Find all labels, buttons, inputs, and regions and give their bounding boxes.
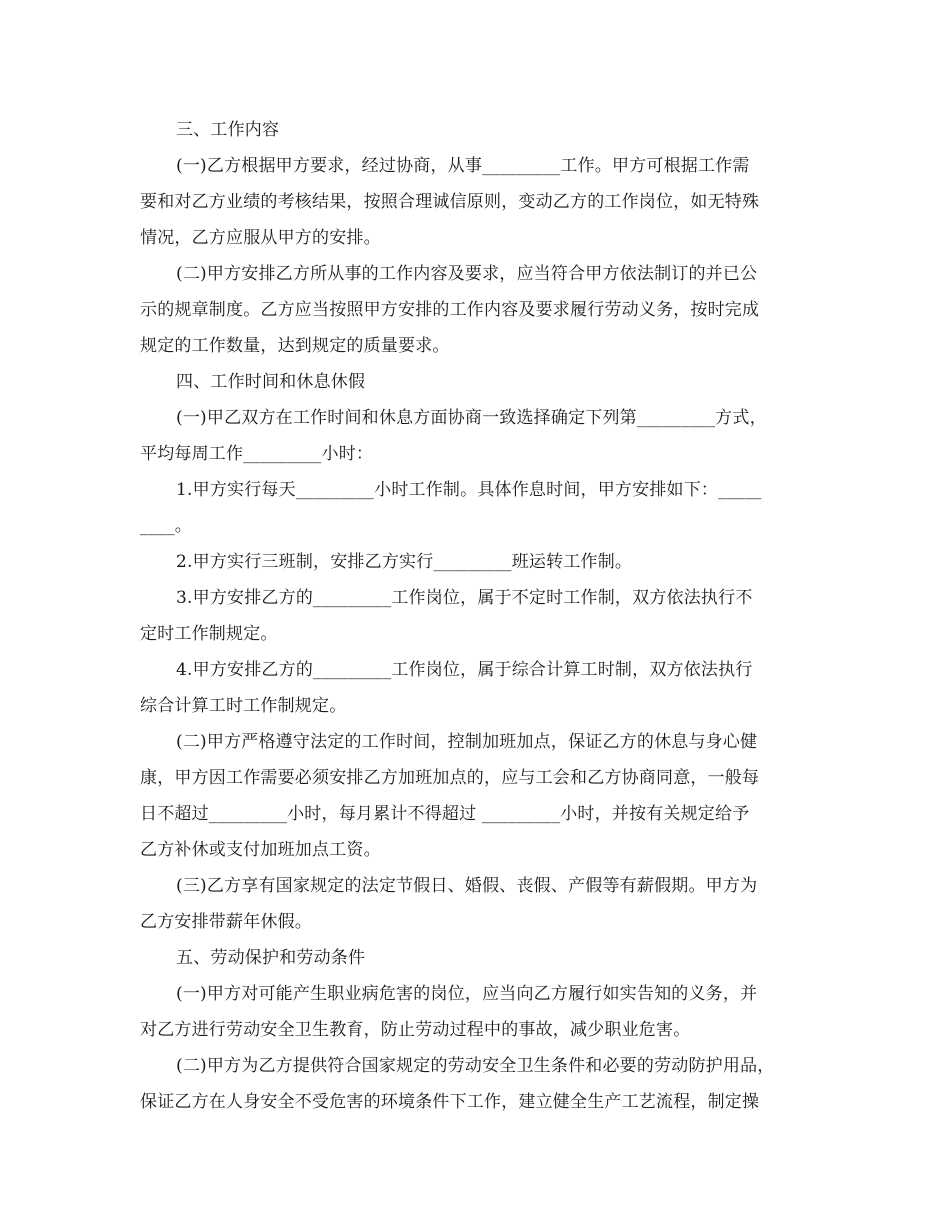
paragraph-line: (一)甲乙双方在工作时间和休息方面协商一致选择确定下列第_________方式， — [176, 408, 767, 428]
section-heading: 四、工作时间和休息休假 — [176, 372, 366, 392]
paragraph-line: (二)甲方安排乙方所从事的工作内容及要求，应当符合甲方依法制订的并已公 — [176, 264, 758, 284]
paragraph-line: 示的规章制度。乙方应当按照甲方安排的工作内容及要求履行劳动义务，按时完成 — [140, 300, 760, 320]
paragraph-line: 定时工作制规定。 — [140, 624, 278, 644]
paragraph-line: 对乙方进行劳动安全卫生教育，防止劳动过程中的事故，减少职业危害。 — [140, 1020, 691, 1040]
paragraph-line: (二)甲方为乙方提供符合国家规定的劳动安全卫生条件和必要的劳动防护用品， — [176, 1056, 775, 1076]
paragraph-line: 日不超过_________小时，每月累计不得超过 _________小时，并按有关规定给予 — [140, 804, 750, 824]
paragraph-line: 康，甲方因工作需要必须安排乙方加班加点的，应与工会和乙方协商同意，一般每 — [140, 768, 760, 788]
paragraph-line: 4.甲方安排乙方的_________工作岗位，属于综合计算工时制，双方依法执行 — [176, 660, 753, 680]
paragraph-line: 规定的工作数量，达到规定的质量要求。 — [140, 336, 450, 356]
paragraph-line: (一)甲方对可能产生职业病危害的岗位，应当向乙方履行如实告知的义务，并 — [176, 984, 758, 1004]
paragraph-line: 综合计算工时工作制规定。 — [140, 696, 347, 716]
paragraph-line: 2.甲方实行三班制，安排乙方实行_________班运转工作制。 — [176, 552, 633, 572]
paragraph-line: 平均每周工作_________小时： — [140, 444, 374, 464]
paragraph-line: (二)甲方严格遵守法定的工作时间，控制加班加点，保证乙方的休息与身心健 — [176, 732, 758, 752]
section-heading: 五、劳动保护和劳动条件 — [176, 948, 366, 968]
paragraph-line: 3.甲方安排乙方的_________工作岗位，属于不定时工作制，双方依法执行不 — [176, 588, 753, 608]
paragraph-line: 要和对乙方业绩的考核结果，按照合理诚信原则，变动乙方的工作岗位，如无特殊 — [140, 192, 760, 212]
paragraph-line: ____。 — [140, 516, 192, 536]
paragraph-line: 保证乙方在人身安全不受危害的环境条件下工作，建立健全生产工艺流程，制定操 — [140, 1092, 760, 1112]
paragraph-line: 乙方补休或支付加班加点工资。 — [140, 840, 381, 860]
paragraph-line: (一)乙方根据甲方要求，经过协商，从事_________工作。甲方可根据工作需 — [176, 156, 750, 176]
paragraph-line: 情况，乙方应服从甲方的安排。 — [140, 228, 381, 248]
paragraph-line: 1.甲方实行每天_________小时工作制。具体作息时间，甲方安排如下：_____ — [176, 480, 762, 500]
paragraph-line: (三)乙方享有国家规定的法定节假日、婚假、丧假、产假等有薪假期。甲方为 — [176, 876, 758, 896]
paragraph-line: 乙方安排带薪年休假。 — [140, 912, 312, 932]
section-heading: 三、工作内容 — [176, 120, 280, 140]
